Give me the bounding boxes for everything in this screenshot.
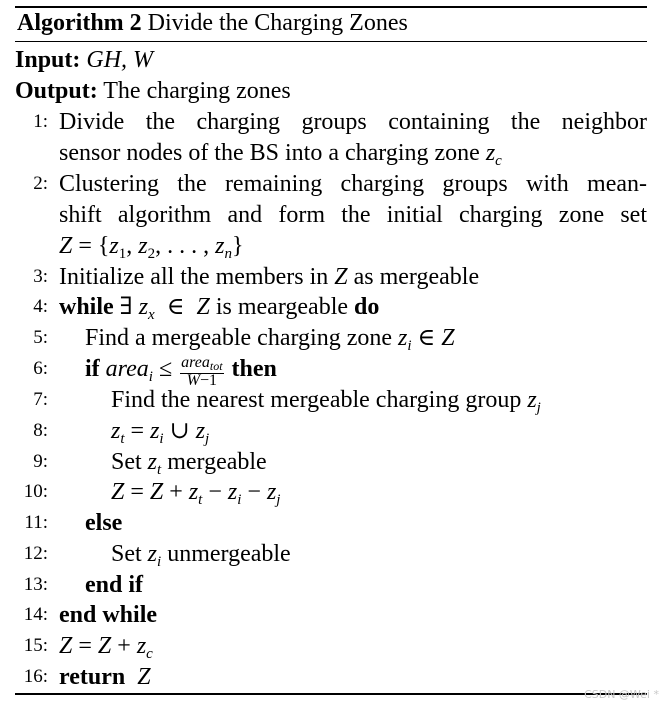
line-text: Set $z_i$ unmergeable: [111, 541, 291, 570]
line-text: return Z: [59, 664, 151, 690]
line-text: $z_t = z_i$ ∪ $z_j$: [111, 418, 210, 447]
algorithm-label: Algorithm 2: [17, 10, 142, 36]
fraction: $\frac{\text{areatot}}{W-1}$: [181, 354, 223, 389]
line-number: 11:: [24, 512, 48, 533]
line-text: end while: [59, 602, 158, 628]
bottom-rule: [15, 693, 647, 695]
line-text: Divide the charging groups containing the neighbor: [59, 109, 647, 135]
algorithm-body: [15, 0, 647, 710]
line-number: 8:: [33, 420, 48, 441]
line-text: else: [85, 510, 123, 536]
line-text: $Z = Z + z_c$: [59, 633, 153, 662]
line-number: 3:: [33, 266, 48, 287]
line-text: while ∃ $z_x$ ∈ Z is meargeable do: [59, 294, 380, 323]
input-label: Input:: [15, 47, 81, 73]
line-number: 9:: [33, 451, 48, 472]
line-number: 14:: [23, 604, 48, 625]
line-text: Initialize all the members in Z as mergeable: [59, 264, 480, 290]
line-number: 10:: [23, 481, 48, 502]
input-value: GH, W: [86, 47, 154, 73]
line-number: 16:: [23, 666, 48, 687]
line-text: end if: [85, 572, 144, 598]
line-number: 13:: [23, 574, 48, 595]
line-number: 5:: [33, 327, 48, 348]
watermark: CSDN @Wei *: [584, 688, 659, 701]
line-text: Clustering the remaining charging groups with mean-: [59, 171, 647, 197]
line-text: $Z = Z + z_t - z_i - z_j$: [111, 479, 281, 508]
algorithm-name: Divide the Charging Zones: [147, 10, 408, 36]
line-text: Find the nearest mergeable charging group $z_j$: [111, 387, 541, 416]
line-number: 1:: [33, 111, 48, 132]
line-number: 7:: [33, 389, 48, 410]
line-number: 15:: [23, 635, 48, 656]
line-number: 6:: [33, 358, 48, 379]
output-value: The charging zones: [103, 78, 291, 104]
line-text: Find a mergeable charging zone $z_i$ ∈ Z: [85, 325, 455, 354]
line-text: sensor nodes of the BS into a charging zone $z_c$: [59, 140, 502, 169]
line-number: 12:: [23, 543, 48, 564]
line-text: shift algorithm and form the initial charging zone set: [59, 202, 647, 228]
zone-set-formula: $Z = \{z_1$, $z_2$, . . . , $z_n$}: [59, 233, 244, 262]
output-label: Output:: [15, 78, 98, 104]
line-number: 2:: [33, 173, 48, 194]
line-text: if area$_i$ ≤ $\frac{\text{areatot}}{W-1}$ then: [85, 354, 277, 389]
line-number: 4:: [33, 296, 48, 317]
line-text: Set $z_t$ mergeable: [111, 449, 267, 478]
